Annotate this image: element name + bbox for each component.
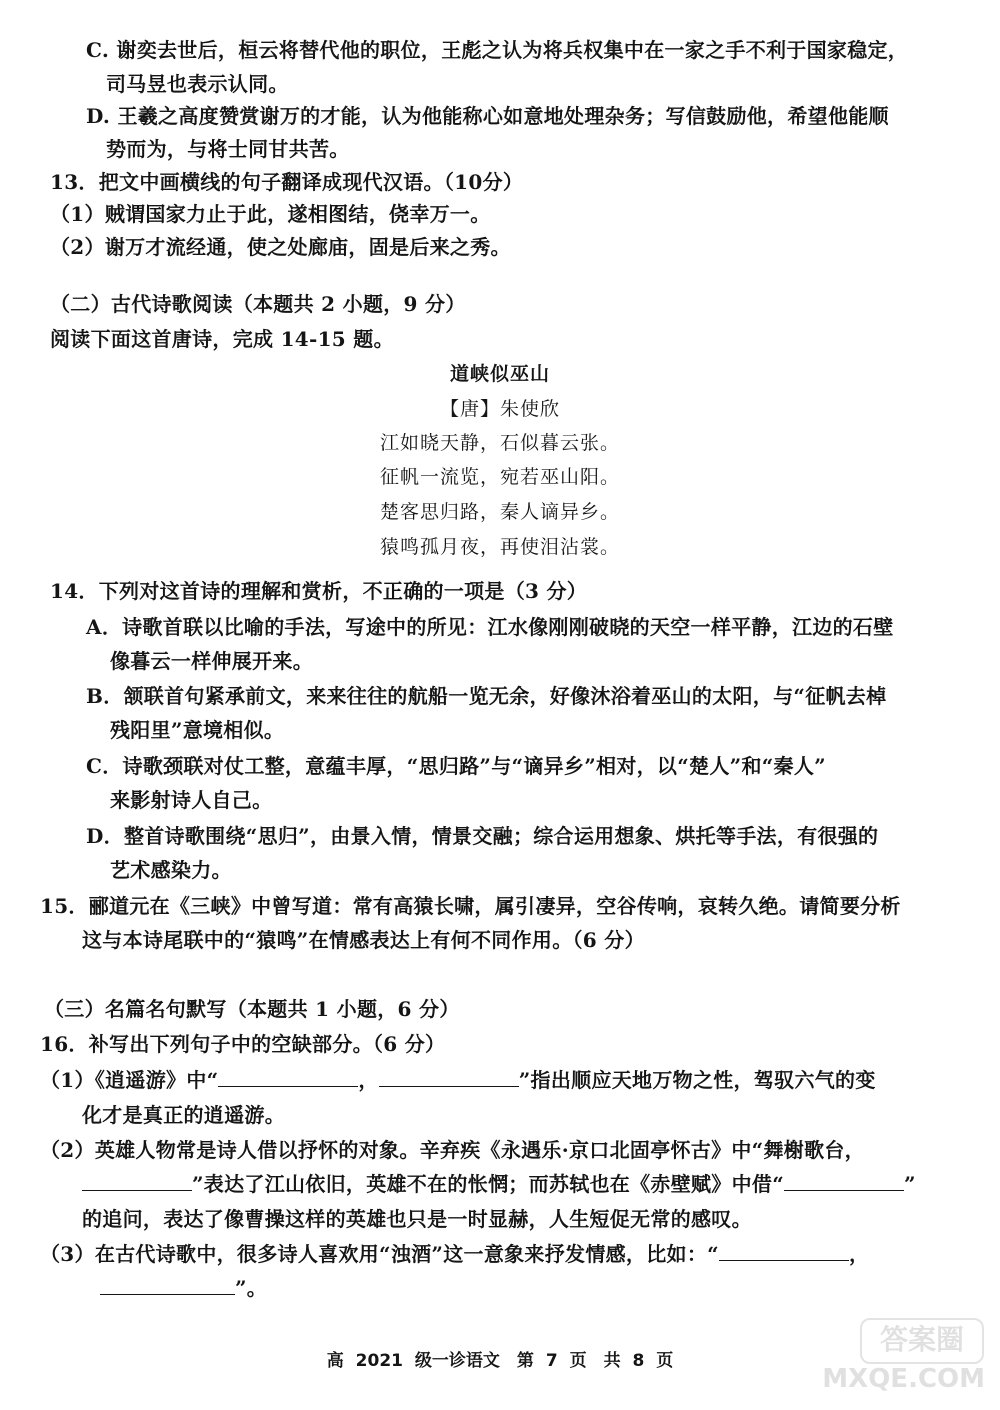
- q16-item3-blank-1[interactable]: [719, 1240, 849, 1261]
- q16-item3-line1: [40, 1240, 869, 1268]
- q16-item3-comma: ，: [848, 1242, 870, 1266]
- q16-item3-prefix: （3）在古代诗歌中，很多诗人喜欢用“浊酒”这一意象来抒发情感，比如：“: [40, 1242, 719, 1266]
- watermark-logo: [800, 1318, 985, 1402]
- q16-item2-blank-1[interactable]: [82, 1170, 192, 1191]
- poem-line-4: 猿鸣孤月夜，再使泪沾裳。: [379, 536, 620, 558]
- q14-option-b-line2: 残阳里”意境相似。: [110, 718, 285, 742]
- q16-item3-line2: [100, 1274, 267, 1302]
- q16-item1-blank-1[interactable]: [218, 1066, 358, 1087]
- q14-stem: 14．下列对这首诗的理解和赏析，不正确的一项是（3 分）: [50, 579, 588, 603]
- poem-line-1: 江如晓天静，石似暮云张。: [379, 432, 620, 454]
- q16-item1-prefix: （1）《逍遥游》中“: [40, 1068, 219, 1092]
- q13-stem: 13．把文中画横线的句子翻译成现代汉语。（10分）: [50, 170, 524, 194]
- q16-stem: 16．补写出下列句子中的空缺部分。（6 分）: [40, 1032, 446, 1056]
- q16-item3-suffix: ”。: [235, 1276, 268, 1300]
- q12-option-d-line2: 势而为，与将士同甘共苦。: [106, 137, 350, 161]
- poem-line-2: 征帆一流览，宛若巫山阳。: [379, 466, 620, 488]
- q15-line1: 15．郦道元在《三峡》中曾写道：常有高猿长啸，属引凄异，空谷传响，哀转久绝。请简要分析: [40, 894, 901, 918]
- q16-item2-close-quote: ”: [904, 1172, 916, 1196]
- q12-option-c-line2: 司马昱也表示认同。: [106, 72, 289, 96]
- section2-heading: （二）古代诗歌阅读（本题共 2 小题，9 分）: [50, 292, 466, 316]
- q14-option-b-line1: B．颔联首句紧承前文，来来往往的航船一览无余，好像沐浴着巫山的太阳，与“征帆去棹: [86, 684, 887, 708]
- section3-heading: （三）名篇名句默写（本题共 1 小题，6 分）: [44, 997, 460, 1021]
- watermark-site: MXQE.COM: [822, 1364, 985, 1394]
- q16-item2-line1: （2）英雄人物常是诗人借以抒怀的对象。辛弃疾《永遇乐·京口北固亭怀古》中“舞榭歌台，: [40, 1138, 865, 1162]
- q16-item3-blank-2[interactable]: [100, 1274, 235, 1295]
- q14-option-c-line2: 来影射诗人自己。: [110, 788, 273, 812]
- poem-author: 【唐】朱使欣: [439, 398, 560, 420]
- watermark-badge: 答案圈: [860, 1318, 984, 1364]
- poem-title: 道峡似巫山: [449, 363, 550, 385]
- q13-sentence-2: （2）谢万才流经通，使之处廊庙，固是后来之秀。: [50, 235, 511, 259]
- q16-item2-blank-2[interactable]: [784, 1170, 904, 1191]
- q12-option-c-line1: C. 谢奕去世后，桓云将替代他的职位，王彪之认为将兵权集中在一家之手不利于国家稳定，: [86, 38, 909, 62]
- q15-line2: 这与本诗尾联中的“猿鸣”在情感表达上有何不同作用。（6 分）: [82, 928, 645, 952]
- q14-option-d-line1: D．整首诗歌围绕“思归”，由景入情，情景交融；综合运用想象、烘托等手法，有很强的: [86, 824, 879, 848]
- page-footer: 高 2021 级一诊语文 第 7 页 共 8 页: [326, 1351, 674, 1371]
- q16-item1-line1: [40, 1066, 876, 1094]
- q16-item1-suffix: ”指出顺应天地万物之性，驾驭六气的变: [518, 1068, 876, 1092]
- q16-item1-line2: 化才是真正的逍遥游。: [82, 1103, 285, 1127]
- q14-option-a-line2: 像暮云一样伸展开来。: [110, 649, 313, 673]
- q16-item1-comma: ，: [358, 1068, 379, 1092]
- q14-option-a-line1: A．诗歌首联以比喻的手法，写途中的所见：江水像刚刚破晓的天空一样平静，江边的石壁: [86, 615, 894, 639]
- section2-intro: 阅读下面这首唐诗，完成 14-15 题。: [50, 327, 394, 351]
- q12-option-d-line1: D. 王羲之高度赞赏谢万的才能，认为他能称心如意地处理杂务；写信鼓励他，希望他能顺: [86, 104, 889, 128]
- q16-item1-blank-2[interactable]: [379, 1066, 519, 1087]
- q14-option-c-line1: C．诗歌颈联对仗工整，意蕴丰厚，“思归路”与“谪异乡”相对，以“楚人”和“秦人”: [86, 754, 826, 778]
- q16-item2-line3: 的追问，表达了像曹操这样的英雄也只是一时显赫，人生短促无常的感叹。: [82, 1207, 752, 1231]
- q16-item2-middle: ”表达了江山依旧，英雄不在的怅惘；而苏轼也在《赤壁赋》中借“: [192, 1172, 785, 1196]
- q13-sentence-1: （1）贼谓国家力止于此，遂相图结，侥幸万一。: [50, 202, 491, 226]
- q16-item2-line2: [82, 1170, 916, 1198]
- q14-option-d-line2: 艺术感染力。: [110, 858, 232, 882]
- poem-line-3: 楚客思归路，秦人谪异乡。: [379, 501, 620, 523]
